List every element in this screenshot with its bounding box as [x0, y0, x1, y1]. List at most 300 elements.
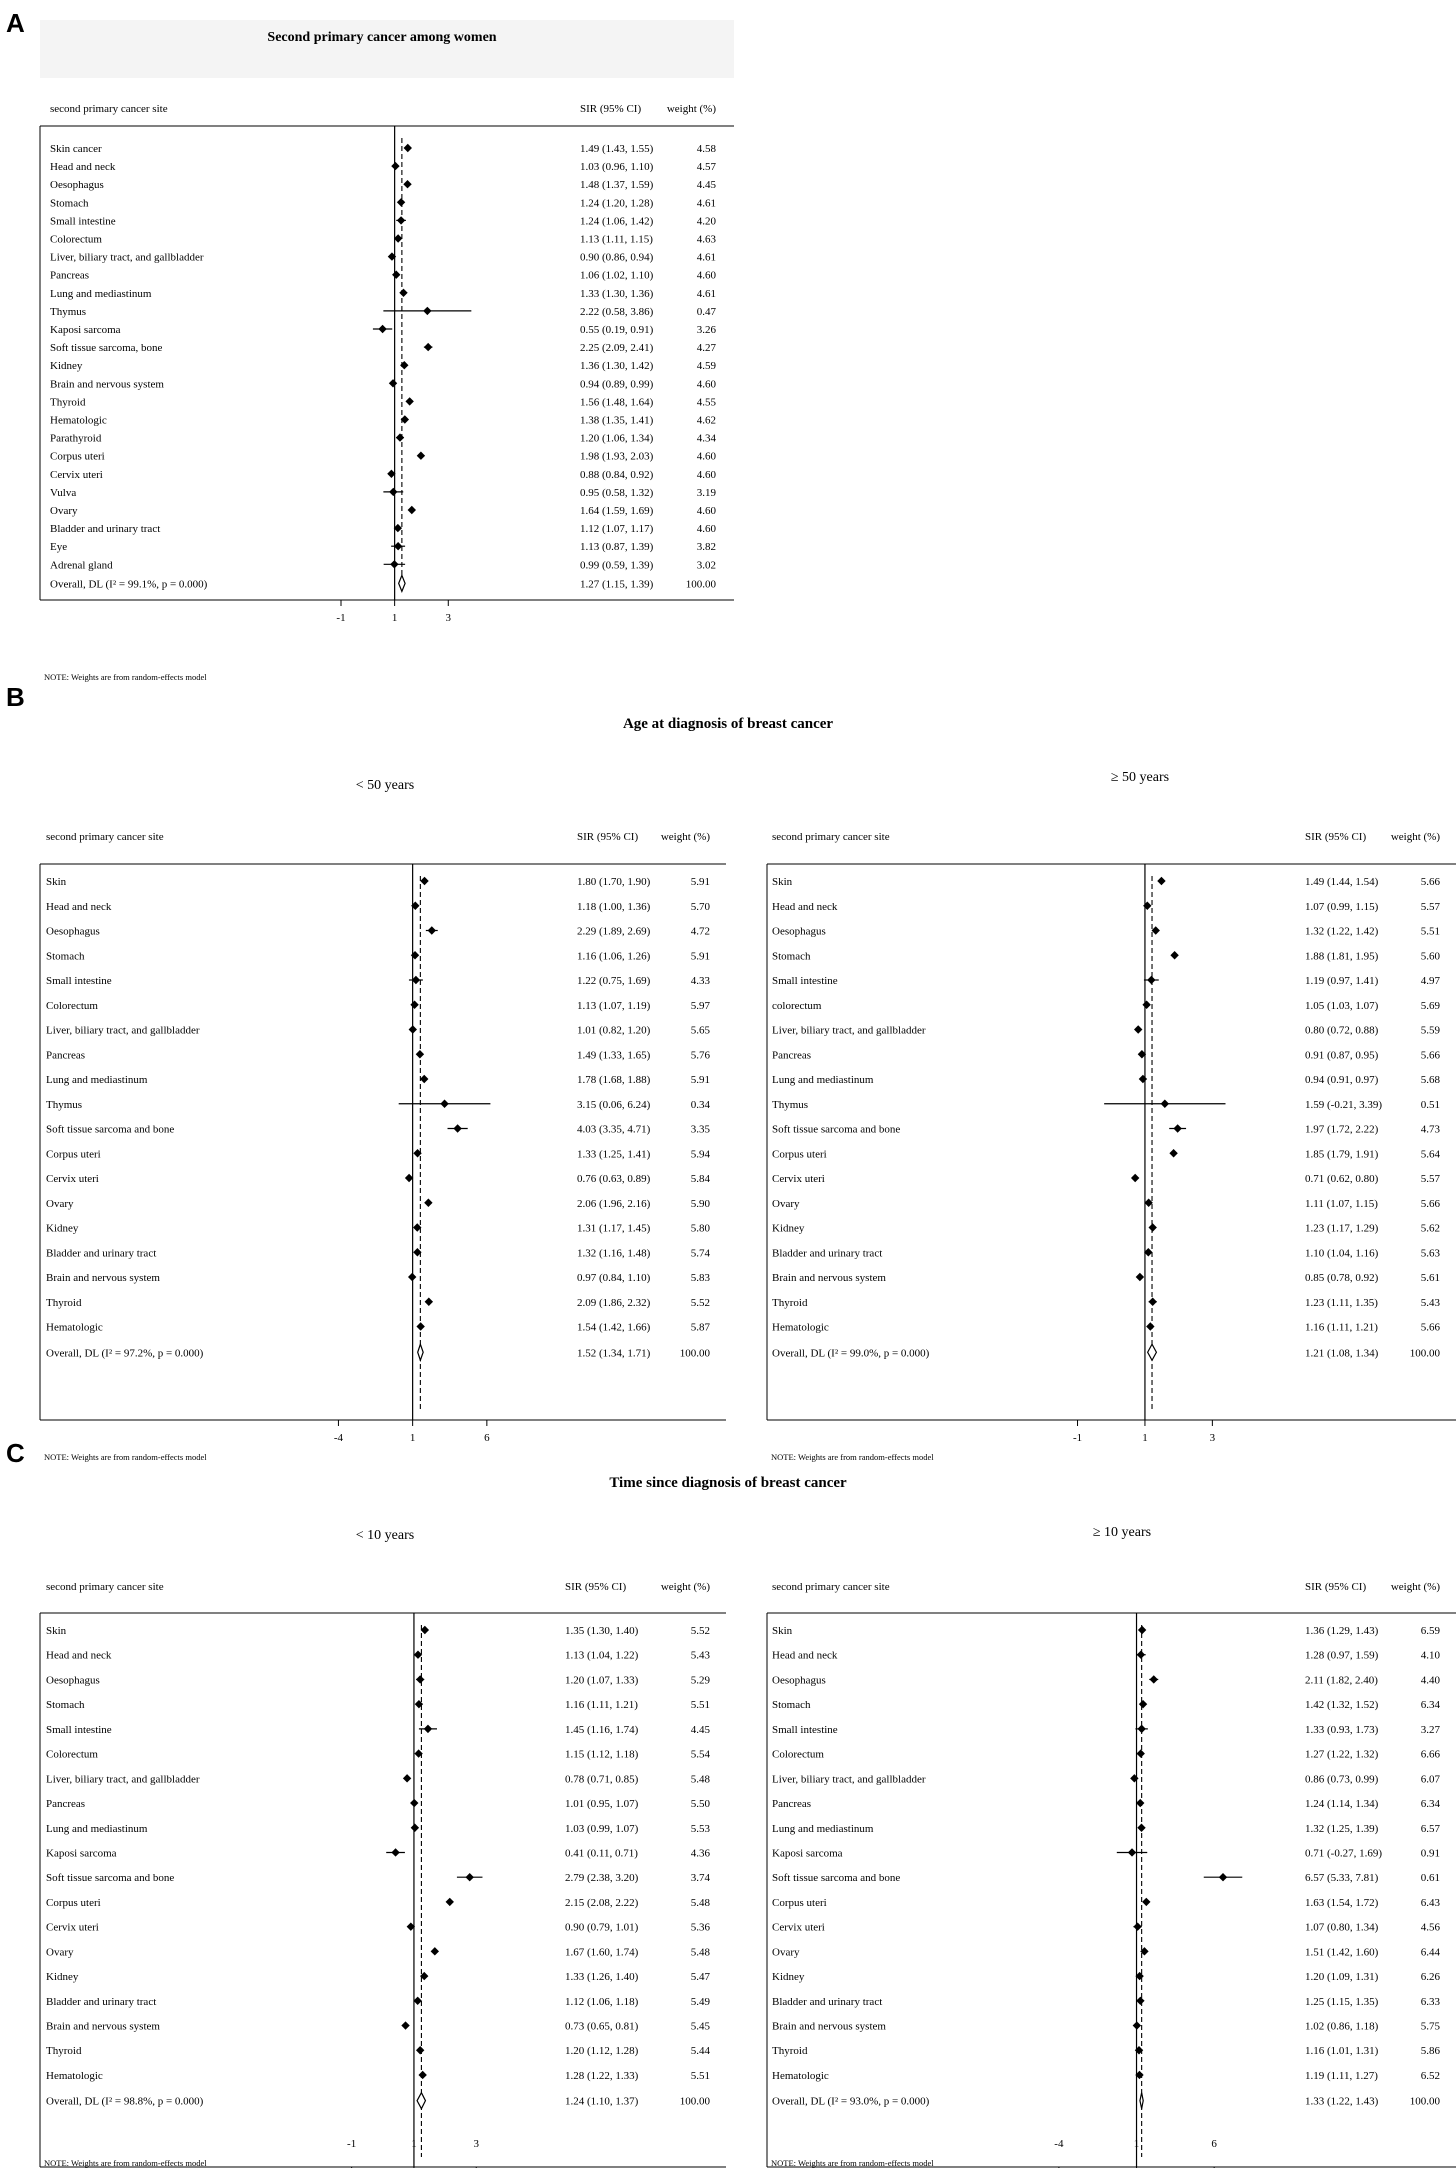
site-label: Kidney — [46, 1971, 79, 1984]
x-tick-label: 1 — [411, 2138, 417, 2150]
point-estimate-marker — [1136, 1799, 1144, 1807]
weight-value: 5.57 — [1420, 1173, 1440, 1185]
point-estimate-marker — [396, 433, 404, 441]
site-label: Brain and nervous system — [46, 2020, 160, 2033]
site-label: Stomach — [46, 950, 85, 963]
sir-ci-value: 1.24 (1.20, 1.28) — [580, 197, 654, 210]
point-estimate-marker — [1146, 1322, 1154, 1330]
weight-value: 5.50 — [690, 1798, 710, 1811]
sir-ci-value: 1.25 (1.15, 1.35) — [1305, 1995, 1379, 2008]
sir-ci-value: 1.31 (1.17, 1.45) — [577, 1222, 651, 1235]
x-tick-label: 6 — [1211, 2138, 1217, 2150]
sir-ci-value: 0.71 (0.62, 0.80) — [1305, 1173, 1379, 1185]
sir-ci-value: 2.06 (1.96, 2.16) — [577, 1197, 651, 1210]
point-estimate-marker — [1137, 1749, 1145, 1757]
point-estimate-marker — [408, 1273, 416, 1281]
site-label: Soft tissue sarcoma and bone — [46, 1872, 175, 1885]
x-tick-label: -1 — [1072, 1432, 1083, 1444]
point-estimate-marker — [404, 144, 412, 152]
sir-ci-value: 2.22 (0.58, 3.86) — [580, 305, 654, 318]
weight-value: 5.54 — [690, 1748, 710, 1761]
weight-value: 4.27 — [696, 342, 716, 355]
site-label: Soft tissue sarcoma, bone — [50, 342, 163, 355]
site-label: Thyroid — [46, 1296, 82, 1309]
panel-b-title: Age at diagnosis of breast cancer — [622, 716, 834, 732]
weight-value: 5.47 — [690, 1971, 710, 1984]
point-estimate-marker — [389, 488, 397, 496]
weight-value: 4.55 — [696, 396, 716, 409]
weight-value: 5.70 — [690, 900, 710, 913]
point-estimate-marker — [1169, 1149, 1177, 1157]
weight-value: 5.49 — [690, 1995, 710, 2008]
weight-value: 5.48 — [690, 1773, 710, 1786]
panel-letter-C: C — [6, 1438, 25, 1468]
x-tick-label: 1 — [1133, 2138, 1140, 2150]
site-label: Small intestine — [46, 975, 112, 987]
weight-value: 5.66 — [1420, 1321, 1440, 1334]
sir-column-header: SIR (95% CI) — [565, 1581, 627, 1593]
weight-column-header: weight (%) — [1390, 831, 1440, 843]
sir-ci-value: 1.07 (0.99, 1.15) — [1305, 900, 1379, 913]
weight-value: 5.63 — [1420, 1247, 1440, 1260]
sir-ci-value: 0.76 (0.63, 0.89) — [577, 1173, 651, 1185]
weight-value: 4.45 — [696, 179, 716, 192]
weight-value: 5.91 — [690, 876, 710, 888]
point-estimate-marker — [1133, 2021, 1141, 2029]
point-estimate-marker — [1139, 1700, 1147, 1708]
site-label: Colorectum — [772, 1748, 824, 1761]
weight-value: 5.91 — [690, 1074, 710, 1086]
overall-sir-ci-value: 1.24 (1.10, 1.37) — [565, 2095, 639, 2108]
point-estimate-marker — [1128, 1848, 1136, 1856]
weight-value: 4.61 — [696, 251, 716, 264]
subplot-title-c1: < 10 years — [355, 1528, 415, 1543]
overall-label: Overall, DL (I² = 97.2%, p = 0.000) — [46, 1347, 204, 1360]
sir-ci-value: 1.54 (1.42, 1.66) — [577, 1321, 651, 1334]
weights-note: NOTE: Weights are from random-effects model — [44, 1452, 207, 1462]
sir-ci-value: 2.09 (1.86, 2.32) — [577, 1296, 651, 1309]
sir-ci-value: 1.07 (0.80, 1.34) — [1305, 1921, 1379, 1934]
sir-ci-value: 1.33 (0.93, 1.73) — [1305, 1723, 1379, 1736]
sir-ci-value: 0.85 (0.78, 0.92) — [1305, 1272, 1379, 1284]
weight-value: 4.59 — [696, 360, 716, 373]
sir-ci-value: 0.99 (0.59, 1.39) — [580, 559, 654, 572]
site-label: Small intestine — [50, 215, 116, 228]
site-label: Oesophagus — [46, 1674, 100, 1687]
sir-ci-value: 0.78 (0.71, 0.85) — [565, 1773, 639, 1786]
site-label: Thyroid — [50, 396, 86, 409]
weight-value: 4.57 — [696, 161, 716, 174]
overall-label: Overall, DL (I² = 99.1%, p = 0.000) — [50, 578, 208, 591]
weight-value: 5.62 — [1420, 1222, 1440, 1235]
sir-ci-value: 1.20 (1.06, 1.34) — [580, 432, 654, 445]
site-label: Small intestine — [772, 975, 838, 987]
overall-weight-value: 100.00 — [679, 2095, 710, 2108]
sir-ci-value: 1.28 (1.22, 1.33) — [565, 2069, 639, 2082]
sir-ci-value: 1.28 (0.97, 1.59) — [1305, 1649, 1379, 1662]
weight-value: 5.68 — [1420, 1074, 1440, 1086]
weight-value: 3.74 — [690, 1872, 710, 1885]
overall-label: Overall, DL (I² = 99.0%, p = 0.000) — [772, 1347, 930, 1360]
point-estimate-marker — [417, 452, 425, 460]
sir-ci-value: 1.64 (1.59, 1.69) — [580, 505, 654, 517]
site-label: Soft tissue sarcoma and bone — [772, 1872, 901, 1885]
weight-value: 4.20 — [696, 215, 716, 228]
site-column-header: second primary cancer site — [46, 831, 164, 843]
site-label: Cervix uteri — [772, 1921, 825, 1934]
weight-column-header: weight (%) — [666, 103, 716, 115]
weight-value: 5.57 — [1420, 900, 1440, 913]
sir-ci-value: 1.32 (1.16, 1.48) — [577, 1247, 651, 1260]
site-label: Skin — [46, 876, 67, 888]
subplot-title-c2: ≥ 10 years — [1092, 1525, 1152, 1540]
point-estimate-marker — [424, 343, 432, 351]
site-label: Thyroid — [772, 1296, 808, 1309]
weight-value: 5.51 — [690, 1699, 710, 1712]
site-label: Head and neck — [50, 161, 116, 174]
weight-value: 6.66 — [1420, 1748, 1440, 1761]
weight-value: 5.51 — [690, 2069, 710, 2082]
site-label: Vulva — [50, 486, 77, 499]
site-label: Eye — [50, 541, 68, 554]
overall-diamond — [399, 575, 405, 591]
sir-ci-value: 1.56 (1.48, 1.64) — [580, 396, 654, 409]
weight-value: 4.60 — [696, 468, 716, 481]
point-estimate-marker — [1137, 1725, 1145, 1733]
sir-ci-value: 1.13 (1.07, 1.19) — [577, 999, 651, 1012]
site-label: Head and neck — [772, 1649, 838, 1662]
weight-value: 5.75 — [1420, 2020, 1440, 2033]
subplot-title-b1: < 50 years — [355, 778, 415, 793]
site-label: Brain and nervous system — [772, 2020, 886, 2033]
weight-value: 0.51 — [1420, 1098, 1440, 1111]
weight-value: 5.61 — [1420, 1272, 1440, 1284]
sir-ci-value: 1.98 (1.93, 2.03) — [580, 450, 654, 463]
point-estimate-marker — [453, 1124, 461, 1132]
site-label: Soft tissue sarcoma and bone — [46, 1123, 175, 1136]
site-label: Head and neck — [772, 900, 838, 913]
sir-ci-value: 1.97 (1.72, 2.22) — [1305, 1123, 1379, 1136]
point-estimate-marker — [1157, 877, 1165, 885]
sir-ci-value: 0.91 (0.87, 0.95) — [1305, 1049, 1379, 1062]
weight-value: 5.80 — [690, 1222, 710, 1235]
site-label: Liver, biliary tract, and gallbladder — [50, 251, 204, 264]
sir-ci-value: 1.27 (1.22, 1.32) — [1305, 1748, 1379, 1761]
site-label: Thyroid — [46, 2045, 82, 2058]
overall-weight-value: 100.00 — [685, 578, 716, 591]
site-label: Oesophagus — [50, 179, 104, 192]
weight-value: 5.76 — [690, 1049, 710, 1062]
weight-value: 0.91 — [1420, 1847, 1440, 1860]
point-estimate-marker — [1136, 1997, 1144, 2005]
x-tick-label: 3 — [1209, 1432, 1216, 1444]
sir-ci-value: 0.95 (0.58, 1.32) — [580, 486, 654, 499]
weight-value: 5.59 — [1420, 1024, 1440, 1037]
point-estimate-marker — [1148, 1298, 1156, 1306]
site-label: Parathyroid — [50, 432, 102, 445]
weight-value: 3.35 — [690, 1123, 710, 1136]
sir-ci-value: 1.78 (1.68, 1.88) — [577, 1074, 651, 1086]
site-label: Skin — [46, 1625, 67, 1637]
weight-value: 5.52 — [690, 1625, 710, 1637]
point-estimate-marker — [401, 2021, 409, 2029]
point-estimate-marker — [1137, 1651, 1145, 1659]
point-estimate-marker — [1148, 1223, 1156, 1231]
weight-value: 5.52 — [690, 1296, 710, 1309]
site-label: Small intestine — [772, 1723, 838, 1736]
x-tick-label: -4 — [1054, 2138, 1064, 2150]
site-label: Hematologic — [772, 1321, 829, 1334]
weight-value: 4.73 — [1420, 1123, 1440, 1136]
point-estimate-marker — [416, 1322, 424, 1330]
point-estimate-marker — [1131, 1174, 1139, 1182]
x-tick-label: 1 — [1142, 1432, 1148, 1444]
site-label: Cervix uteri — [772, 1173, 825, 1185]
point-estimate-marker — [410, 1799, 418, 1807]
site-label: Thymus — [50, 305, 87, 318]
weight-value: 6.33 — [1420, 1995, 1440, 2008]
weights-note: NOTE: Weights are from random-effects model — [771, 2158, 934, 2168]
sir-ci-value: 1.12 (1.06, 1.18) — [565, 1995, 639, 2008]
sir-ci-value: 1.13 (1.04, 1.22) — [565, 1649, 639, 1662]
weight-value: 5.51 — [1420, 925, 1440, 938]
weight-value: 4.40 — [1420, 1674, 1440, 1687]
weight-value: 5.44 — [690, 2045, 710, 2058]
panel-c-title: Time since diagnosis of breast cancer — [609, 1475, 847, 1491]
sir-ci-value: 1.16 (1.11, 1.21) — [565, 1699, 638, 1712]
point-estimate-marker — [424, 1725, 432, 1733]
site-label: Head and neck — [46, 1649, 112, 1662]
overall-weight-value: 100.00 — [1409, 2095, 1440, 2108]
point-estimate-marker — [410, 1001, 418, 1009]
overall-sir-ci-value: 1.33 (1.22, 1.43) — [1305, 2095, 1379, 2108]
sir-ci-value: 1.18 (1.00, 1.36) — [577, 900, 651, 913]
weights-note: NOTE: Weights are from random-effects model — [44, 672, 207, 682]
sir-ci-value: 1.33 (1.26, 1.40) — [565, 1971, 639, 1984]
weight-value: 5.86 — [1420, 2045, 1440, 2058]
site-label: Lung and mediastinum — [772, 1822, 874, 1835]
weight-value: 5.84 — [690, 1173, 710, 1185]
point-estimate-marker — [1142, 1001, 1150, 1009]
site-label: Bladder and urinary tract — [46, 1995, 157, 2008]
sir-ci-value: 2.79 (2.38, 3.20) — [565, 1872, 639, 1885]
weight-value: 6.07 — [1420, 1773, 1440, 1786]
sir-ci-value: 1.03 (0.96, 1.10) — [580, 161, 654, 174]
point-estimate-marker — [1130, 1774, 1138, 1782]
sir-column-header: SIR (95% CI) — [580, 103, 642, 115]
weight-value: 6.52 — [1420, 2069, 1440, 2082]
point-estimate-marker — [390, 560, 398, 568]
sir-ci-value: 1.20 (1.09, 1.31) — [1305, 1971, 1379, 1984]
site-column-header: second primary cancer site — [772, 831, 890, 843]
point-estimate-marker — [420, 877, 428, 885]
site-label: Soft tissue sarcoma and bone — [772, 1123, 901, 1136]
site-label: Ovary — [50, 505, 78, 517]
weight-value: 5.66 — [1420, 876, 1440, 888]
weight-value: 4.60 — [696, 269, 716, 282]
point-estimate-marker — [403, 180, 411, 188]
point-estimate-marker — [424, 1199, 432, 1207]
sir-ci-value: 3.15 (0.06, 6.24) — [577, 1098, 651, 1111]
sir-ci-value: 1.20 (1.12, 1.28) — [565, 2045, 639, 2058]
weight-value: 4.58 — [696, 143, 716, 155]
point-estimate-marker — [1133, 1922, 1141, 1930]
sir-ci-value: 2.11 (1.82, 2.40) — [1305, 1674, 1378, 1687]
site-label: Bladder and urinary tract — [50, 523, 161, 536]
sir-ci-value: 1.13 (1.11, 1.15) — [580, 233, 653, 246]
sir-ci-value: 1.05 (1.03, 1.07) — [1305, 999, 1379, 1012]
sir-ci-value: 1.49 (1.33, 1.65) — [577, 1049, 651, 1062]
weight-value: 6.26 — [1420, 1971, 1440, 1984]
x-tick-label: 1 — [409, 1432, 416, 1444]
weight-value: 4.60 — [696, 505, 716, 517]
site-label: Cervix uteri — [46, 1921, 99, 1934]
site-label: Pancreas — [772, 1798, 812, 1811]
weight-value: 4.72 — [690, 925, 710, 938]
subplot-title-a: Second primary cancer among women — [267, 30, 497, 45]
site-column-header: second primary cancer site — [772, 1581, 890, 1593]
sir-ci-value: 1.36 (1.29, 1.43) — [1305, 1625, 1379, 1637]
sir-ci-value: 1.48 (1.37, 1.59) — [580, 179, 654, 192]
overall-weight-value: 100.00 — [1409, 1347, 1440, 1360]
sir-column-header: SIR (95% CI) — [1305, 1581, 1367, 1593]
sir-ci-value: 0.73 (0.65, 0.81) — [565, 2020, 639, 2033]
sir-ci-value: 1.02 (0.86, 1.18) — [1305, 2020, 1379, 2033]
point-estimate-marker — [1147, 976, 1155, 984]
weight-value: 5.48 — [690, 1946, 710, 1959]
sir-ci-value: 1.49 (1.43, 1.55) — [580, 143, 654, 155]
site-label: Kidney — [46, 1222, 79, 1235]
site-label: Hematologic — [46, 1321, 103, 1334]
weight-value: 4.61 — [696, 287, 716, 300]
weight-value: 5.65 — [690, 1024, 710, 1037]
sir-ci-value: 2.25 (2.09, 2.41) — [580, 342, 654, 355]
site-label: Colorectum — [46, 1748, 98, 1761]
site-label: Ovary — [772, 1946, 800, 1959]
site-label: Liver, biliary tract, and gallbladder — [46, 1773, 200, 1786]
sir-ci-value: 1.80 (1.70, 1.90) — [577, 876, 651, 888]
point-estimate-marker — [466, 1873, 474, 1881]
sir-ci-value: 1.15 (1.12, 1.18) — [565, 1748, 639, 1761]
sir-ci-value: 1.85 (1.79, 1.91) — [1305, 1148, 1379, 1161]
point-estimate-marker — [391, 162, 399, 170]
site-label: Kidney — [772, 1971, 805, 1984]
weight-value: 0.34 — [690, 1098, 710, 1111]
site-label: Corpus uteri — [772, 1896, 827, 1909]
site-label: Corpus uteri — [772, 1148, 827, 1161]
site-label: Liver, biliary tract, and gallbladder — [772, 1773, 926, 1786]
weight-value: 5.87 — [690, 1321, 710, 1334]
x-tick-label: 3 — [473, 2138, 479, 2150]
weight-column-header: weight (%) — [1390, 1581, 1440, 1593]
sir-ci-value: 1.24 (1.14, 1.34) — [1305, 1798, 1379, 1811]
point-estimate-marker — [1219, 1873, 1227, 1881]
point-estimate-marker — [397, 198, 405, 206]
point-estimate-marker — [1134, 1025, 1142, 1033]
sir-ci-value: 1.19 (1.11, 1.27) — [1305, 2069, 1378, 2082]
weight-value: 4.63 — [696, 233, 716, 246]
point-estimate-marker — [425, 1298, 433, 1306]
weight-value: 6.34 — [1420, 1699, 1440, 1712]
sir-ci-value: 1.16 (1.01, 1.31) — [1305, 2045, 1379, 2058]
weight-value: 3.19 — [696, 486, 716, 499]
x-tick-label: 3 — [445, 612, 452, 624]
sir-ci-value: 1.36 (1.30, 1.42) — [580, 360, 654, 373]
weight-value: 4.33 — [690, 975, 710, 987]
sir-ci-value: 1.11 (1.07, 1.15) — [1305, 1197, 1378, 1210]
site-column-header: second primary cancer site — [50, 103, 168, 115]
point-estimate-marker — [408, 506, 416, 514]
point-estimate-marker — [392, 271, 400, 279]
x-tick-label: 1 — [391, 612, 398, 624]
sir-ci-value: 1.22 (0.75, 1.69) — [577, 975, 651, 987]
sir-ci-value: 1.16 (1.11, 1.21) — [1305, 1321, 1378, 1334]
weight-value: 5.29 — [690, 1674, 710, 1687]
sir-ci-value: 1.12 (1.07, 1.17) — [580, 523, 654, 536]
point-estimate-marker — [1142, 1898, 1150, 1906]
sir-ci-value: 0.88 (0.84, 0.92) — [580, 468, 654, 481]
sir-ci-value: 1.63 (1.54, 1.72) — [1305, 1896, 1379, 1909]
weight-value: 5.36 — [690, 1921, 710, 1934]
overall-diamond — [417, 2093, 425, 2109]
site-label: Corpus uteri — [46, 1896, 101, 1909]
panel-letter-A: A — [6, 8, 25, 38]
site-label: Skin — [772, 876, 793, 888]
site-label: Hematologic — [772, 2069, 829, 2082]
sir-ci-value: 1.59 (-0.21, 3.39) — [1305, 1098, 1382, 1111]
site-label: Oesophagus — [46, 925, 100, 938]
sir-ci-value: 1.49 (1.44, 1.54) — [1305, 876, 1379, 888]
site-label: colorectum — [772, 999, 822, 1012]
weight-value: 6.43 — [1420, 1896, 1440, 1909]
sir-ci-value: 1.06 (1.02, 1.10) — [580, 269, 654, 282]
sir-ci-value: 1.01 (0.82, 1.20) — [577, 1024, 651, 1037]
weights-note: NOTE: Weights are from random-effects model — [771, 1452, 934, 1462]
weight-value: 4.60 — [696, 523, 716, 536]
weight-column-header: weight (%) — [660, 1581, 710, 1593]
site-label: Liver, biliary tract, and gallbladder — [772, 1024, 926, 1037]
site-label: Oesophagus — [772, 1674, 826, 1687]
sir-ci-value: 0.94 (0.89, 0.99) — [580, 378, 654, 391]
site-label: Small intestine — [46, 1723, 112, 1736]
weight-value: 4.60 — [696, 450, 716, 463]
site-label: Brain and nervous system — [772, 1272, 886, 1284]
weight-value: 5.43 — [690, 1649, 710, 1662]
sir-ci-value: 1.33 (1.30, 1.36) — [580, 287, 654, 300]
weight-value: 6.59 — [1420, 1625, 1440, 1637]
overall-weight-value: 100.00 — [679, 1347, 710, 1360]
weight-value: 4.62 — [696, 414, 716, 427]
site-label: Skin cancer — [50, 143, 102, 155]
site-label: Pancreas — [50, 269, 90, 282]
point-estimate-marker — [416, 1675, 424, 1683]
sir-ci-value: 1.03 (0.99, 1.07) — [565, 1822, 639, 1835]
sir-ci-value: 2.29 (1.89, 2.69) — [577, 925, 651, 938]
site-label: Corpus uteri — [46, 1148, 101, 1161]
sir-ci-value: 0.86 (0.73, 0.99) — [1305, 1773, 1379, 1786]
sir-ci-value: 0.55 (0.19, 0.91) — [580, 324, 654, 336]
sir-column-header: SIR (95% CI) — [577, 831, 639, 843]
sir-ci-value: 1.45 (1.16, 1.74) — [565, 1723, 639, 1736]
site-label: Kaposi sarcoma — [50, 324, 121, 336]
point-estimate-marker — [1137, 1824, 1145, 1832]
site-label: Oesophagus — [772, 925, 826, 938]
weight-value: 0.61 — [1420, 1872, 1440, 1885]
sir-ci-value: 1.23 (1.11, 1.35) — [1305, 1296, 1378, 1309]
sir-ci-value: 1.88 (1.81, 1.95) — [1305, 950, 1379, 963]
weight-value: 5.74 — [690, 1247, 710, 1260]
site-label: Ovary — [46, 1946, 74, 1959]
